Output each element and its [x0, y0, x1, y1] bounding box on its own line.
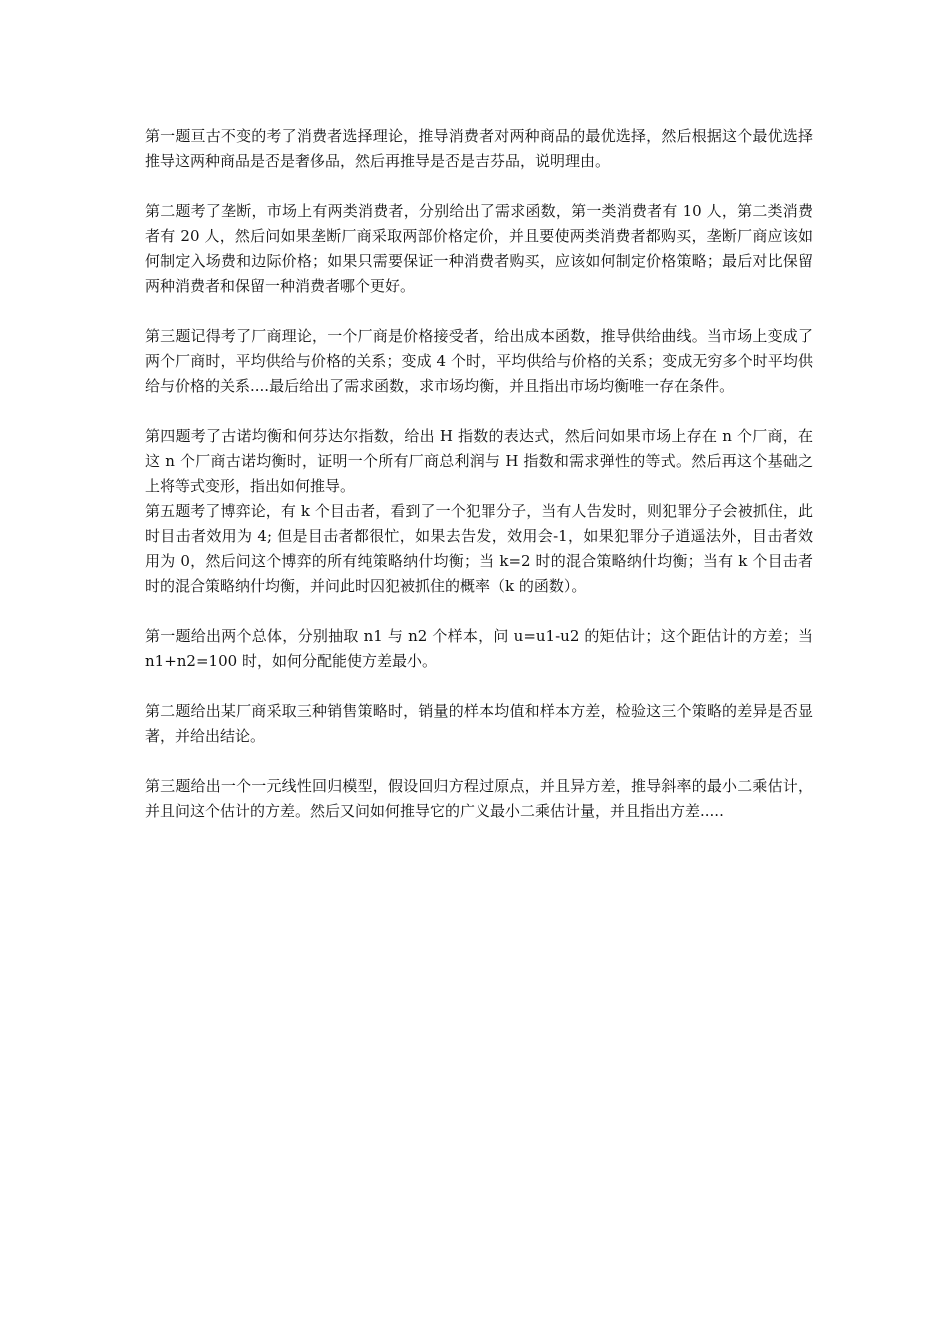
paragraph-q5-game-theory: 第五题考了博弈论，有 k 个目击者，看到了一个犯罪分子，当有人告发时，则犯罪分子会被抓住，此时目击者效用为 4; 但是目击者都很忙，如果去告发，效用会-1，如果犯罪分子逍遥法外，目击者效用为 0，然后问这个博弈的所有纯策略纳什均衡；当 k=2 时的混合策略纳什均衡；当有 k 个目击者时的混合策略纳什均衡，并问此时囚犯被抓住的概率（k 的函数）。 [145, 502, 813, 595]
paragraph-q1-consumer-choice: 第一题亘古不变的考了消费者选择理论，推导消费者对两种商品的最优选择，然后根据这个最优选择推导这两种商品是否是奢侈品，然后再推导是否是吉芬品，说明理由。 [145, 127, 813, 170]
paragraph-q3-firm-theory: 第三题记得考了厂商理论，一个厂商是价格接受者，给出成本函数，推导供给曲线。当市场上变成了两个厂商时，平均供给与价格的关系；变成 4 个时，平均供给与价格的关系；变成无穷多个时平均供给与价格的关系....最后给出了需求函数，求市场均衡，并且指出市场均衡唯一存在条件。 [145, 327, 813, 395]
paragraph-stats-q3-regression: 第三题给出一个一元线性回归模型，假设回归方程过原点，并且异方差，推导斜率的最小二乘估计，并且问这个估计的方差。然后又问如何推导它的广义最小二乘估计量，并且指出方差..... [145, 777, 813, 820]
paragraph-q4-cournot: 第四题考了古诺均衡和何芬达尔指数，给出 H 指数的表达式，然后问如果市场上存在 n 个厂商，在这 n 个厂商古诺均衡时，证明一个所有厂商总利润与 H 指数和需求弹性的等式。然后再这个基础之上将等式变形，指出如何推导。 [145, 427, 813, 495]
document-body [145, 124, 813, 824]
paragraph-q2-monopoly: 第二题考了垄断，市场上有两类消费者，分别给出了需求函数，第一类消费者有 10 人，第二类消费者有 20 人，然后问如果垄断厂商采取两部价格定价，并且要使两类消费者都购买，垄断厂商应该如何制定入场费和边际价格；如果只需要保证一种消费者购买，应该如何制定价格策略；最后对比保留两种消费者和保留一种消费者哪个更好。 [145, 202, 813, 295]
paragraph-stats-q1-moment-estimate: 第一题给出两个总体，分别抽取 n1 与 n2 个样本，问 u=u1-u2 的矩估计；这个距估计的方差；当 n1+n2=100 时，如何分配能使方差最小。 [145, 627, 813, 670]
paragraph-stats-q2-anova: 第二题给出某厂商采取三种销售策略时，销量的样本均值和样本方差，检验这三个策略的差异是否显著，并给出结论。 [145, 702, 813, 745]
